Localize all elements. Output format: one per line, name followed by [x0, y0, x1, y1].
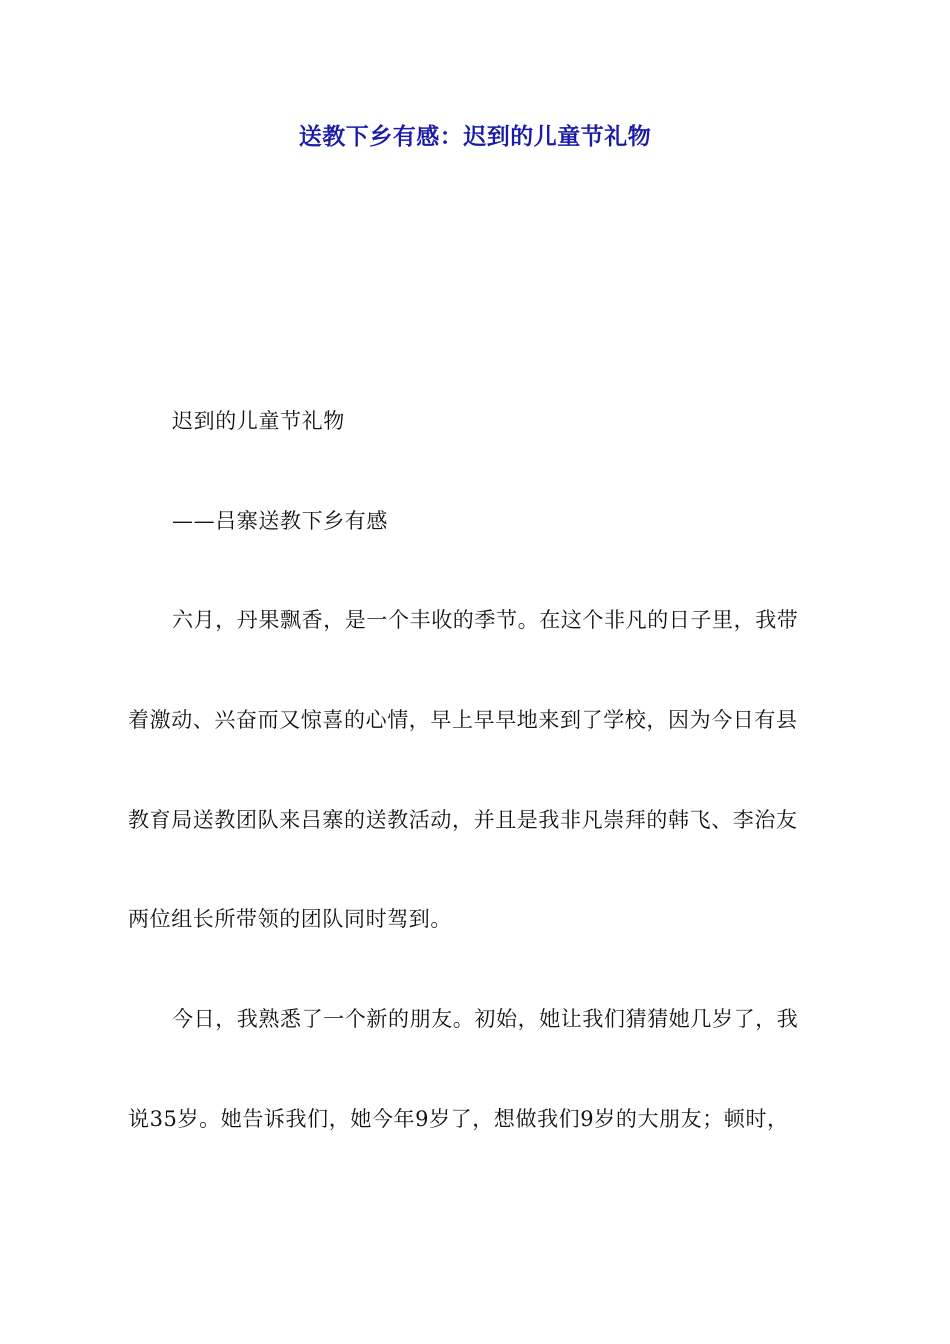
byline: ——吕寨送教下乡有感	[172, 509, 388, 533]
paragraph-line: 着激动、兴奋而又惊喜的心情，早上早早地来到了学校，因为今日有县	[128, 708, 798, 732]
paragraph-line: 说35岁。她告诉我们，她今年9岁了，想做我们9岁的大朋友；顿时，	[128, 1107, 789, 1131]
document-title: 送教下乡有感：迟到的儿童节礼物	[298, 124, 652, 150]
paragraph-line: 今日，我熟悉了一个新的朋友。初始，她让我们猜猜她几岁了，我	[172, 1007, 799, 1031]
paragraph-line: 教育局送教团队来吕寨的送教活动，并且是我非凡崇拜的韩飞、李治友	[128, 808, 798, 832]
subtitle: 迟到的儿童节礼物	[172, 409, 345, 433]
paragraph-line: 六月，丹果飘香，是一个丰收的季节。在这个非凡的日子里，我带	[172, 608, 799, 632]
paragraph-line: 两位组长所带领的团队同时驾到。	[128, 907, 452, 931]
